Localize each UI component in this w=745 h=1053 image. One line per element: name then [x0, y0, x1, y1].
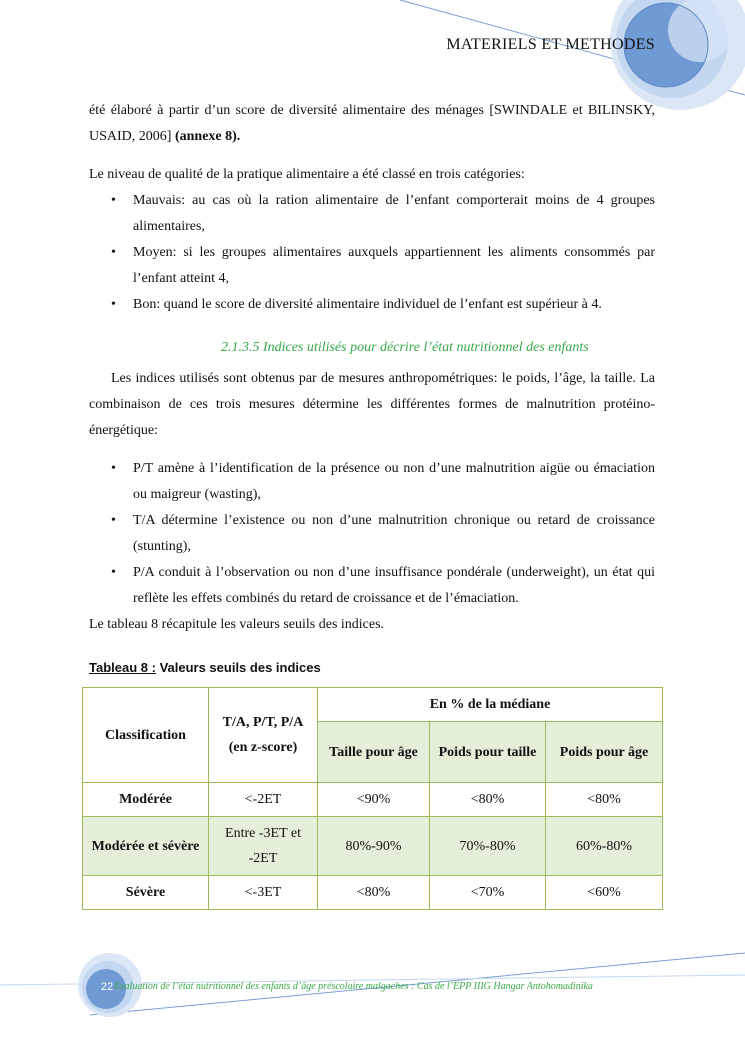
- annexe-reference: (annexe 8).: [174, 129, 241, 144]
- cell-taille-age: <80%: [318, 876, 430, 910]
- thresholds-table: [82, 687, 663, 910]
- list-item-text: P/T amène à l’identification de la présence ou non d’une malnutrition aigüe ou émaciation ou maigreur (wasting),: [133, 461, 655, 502]
- quality-intro: Le niveau de qualité de la pratique alimentaire a été classé en trois catégories:: [89, 167, 525, 182]
- bullet-icon: •: [111, 245, 116, 260]
- cell-zscore: <-3ET: [209, 876, 318, 910]
- table-row: [83, 817, 663, 876]
- list-item-text: Bon: quand le score de diversité alimentaire individuel de l’enfant est supérieur à 4.: [133, 297, 602, 312]
- header-title: MATERIELS ET METHODES: [446, 36, 655, 53]
- indices-section: [89, 366, 655, 444]
- list-item-text: T/A détermine l’existence ou non d’une malnutrition chronique ou retard de croissance (stunting),: [133, 513, 655, 554]
- cell-zscore: Entre -3ET et -2ET: [209, 817, 318, 876]
- cell-classification: Sévère: [83, 876, 209, 910]
- bullet-icon: •: [111, 461, 116, 476]
- header-zscore-line2: (en z-score): [228, 740, 298, 755]
- header-median-group: En % de la médiane: [318, 688, 663, 722]
- cell-poids-taille: <80%: [430, 783, 546, 817]
- indices-paragraph: Les indices utilisés sont obtenus par de mesures anthropométriques: le poids, l’âge, la taille. La combinaison de ces trois mesures détermine les différentes formes de malnutrition protéino-énergétique:: [89, 371, 655, 438]
- list-item: [89, 188, 655, 240]
- cell-poids-age: 60%-80%: [546, 817, 663, 876]
- list-item: [89, 292, 655, 318]
- cell-zscore: <-2ET: [209, 783, 318, 817]
- bullet-icon: •: [111, 193, 116, 208]
- list-item: [89, 560, 655, 612]
- page-number: 22: [100, 981, 114, 993]
- table-caption: [89, 660, 321, 675]
- header-taille-age: Taille pour âge: [318, 722, 430, 783]
- header-poids-taille: Poids pour taille: [430, 722, 546, 783]
- list-item-text: Moyen: si les groupes alimentaires auxquels appartiennent les aliments consommés par l’enfant atteint 4,: [133, 245, 655, 286]
- cell-classification: Modérée: [83, 783, 209, 817]
- header-classification: Classification: [83, 688, 209, 783]
- header-zscore: [209, 688, 318, 783]
- bullet-icon: •: [111, 297, 116, 312]
- bullet-icon: •: [111, 513, 116, 528]
- indices-list: [89, 456, 655, 612]
- cell-classification: Modérée et sévère: [83, 817, 209, 876]
- intro-section: [89, 98, 655, 150]
- cell-poids-age: <80%: [546, 783, 663, 817]
- cell-poids-age: <60%: [546, 876, 663, 910]
- cell-taille-age: 80%-90%: [318, 817, 430, 876]
- section-heading: 2.1.3.5 Indices utilisés pour décrire l’état nutritionnel des enfants: [221, 340, 589, 355]
- header-zscore-line1: T/A, P/T, P/A: [222, 715, 304, 730]
- table-intro: Le tableau 8 récapitule les valeurs seuils des indices.: [89, 617, 385, 632]
- intro-paragraph: [89, 98, 655, 150]
- indices-list-section: [89, 456, 655, 638]
- quality-list: [89, 188, 655, 318]
- cell-poids-taille: 70%-80%: [430, 817, 546, 876]
- table-caption-title: Valeurs seuils des indices: [155, 660, 321, 675]
- cell-taille-age: <90%: [318, 783, 430, 817]
- table-row: [83, 876, 663, 910]
- list-item: [89, 456, 655, 508]
- table-caption-label: Tableau 8 :: [89, 660, 156, 675]
- header-poids-age: Poids pour âge: [546, 722, 663, 783]
- list-item: [89, 240, 655, 292]
- intro-text: été élaboré à partir d’un score de diversité alimentaire des ménages [SWINDALE et BILINSKY, USAID, 2006]: [89, 103, 655, 144]
- list-item: [89, 508, 655, 560]
- list-item-text: P/A conduit à l’observation ou non d’une insuffisance pondérale (underweight), un état qui reflète les effets combinés du retard de croissance et de l’émaciation.: [133, 565, 655, 606]
- list-item-text: Mauvais: au cas où la ration alimentaire de l’enfant comporterait moins de 4 groupes alimentaires,: [133, 193, 655, 234]
- cell-poids-taille: <70%: [430, 876, 546, 910]
- bullet-icon: •: [111, 565, 116, 580]
- table-row: [83, 783, 663, 817]
- quality-section: [89, 162, 655, 318]
- footer-text: Evaluation de l’état nutritionnel des enfants d’âge préscolaire malgaches : Cas de l’EPP IIIG Hangar Antohomadinika: [114, 981, 593, 992]
